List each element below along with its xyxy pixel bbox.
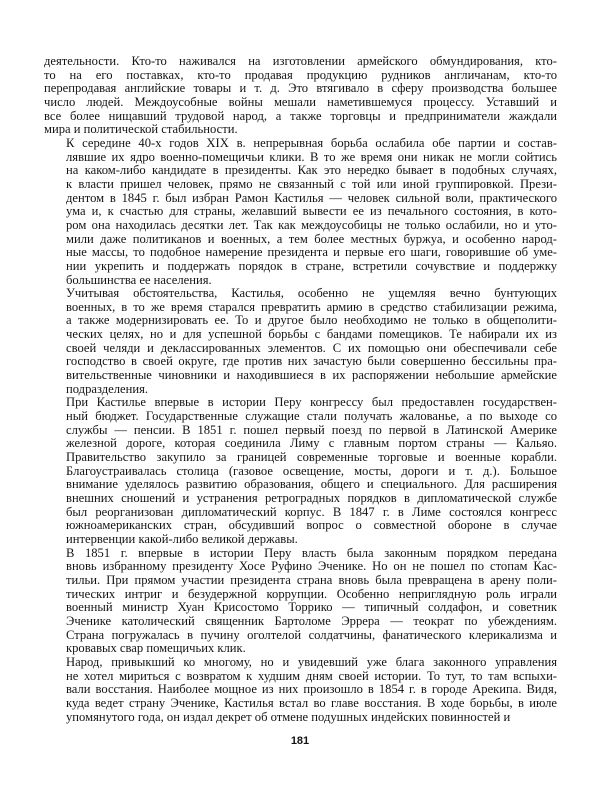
text-line: В 1851 г. впервые в истории Перу власть была законным порядком передана [66, 545, 557, 560]
text-line: был реорганизован дипломатический корпус. В 1847 г. в Лиме состоялся конгресс [66, 504, 557, 519]
text-line: на каком-либо кандидате в президенты. Как это нередко бывает в подобных случаях, [66, 163, 557, 178]
text-line: Правительство закупило за границей современные торговые и военные корабли. [66, 450, 557, 465]
paragraph-5 [44, 547, 557, 656]
text-line: ума и, к счастью для страны, желавший вывести ее из печального состояния, в кото- [66, 204, 557, 219]
text-line: южноамериканских стран, обсудивший вопрос о совместной обороне в случае [66, 518, 557, 533]
text-line: кровавых свар помещичьих клик. [66, 641, 246, 656]
text-line: К середине 40-х годов XIX в. непрерывная борьба ослабила обе партии и состав- [66, 135, 557, 150]
text-line: все более нищавший трудовой народ, а также торговцы и предприниматели жаждали [44, 108, 557, 123]
paragraph-6 [44, 656, 557, 724]
text-line: Страна погружалась в пучину оголтелой солдатчины, фанатического клерикализма и [66, 627, 557, 642]
text-line: внешних сношений и устранения ретроградных порядков в дипломатической службе [66, 491, 557, 505]
text-line: лявшие их ядро военно-помещичьи клики. В то же время они никак не могли сойтись [66, 149, 557, 164]
text-line: к власти пришел человек, прямо не связанный с той или иной группировкой. Прези- [66, 176, 557, 191]
document-page [44, 55, 557, 724]
text-line: число людей. Междоусобные войны мешали наметившемуся процессу. Уставший и [44, 94, 557, 109]
text-line: Благоустраивалась столица (газовое освещение, мосты, дороги и т. д.). Большое [66, 463, 557, 478]
paragraph-4 [44, 396, 557, 546]
text-line: военный министр Хуан Крисостомо Торрико — типичный солдафон, и советник [66, 600, 557, 615]
paragraph-1 [44, 55, 557, 137]
text-line: упомянутого года, он издал декрет об отмене подушных индейских повинностей и [66, 709, 511, 724]
text-line: вительственные чиновники и находившиеся в их распоряжении небольшие армейские [66, 368, 557, 383]
text-line: ный бюджет. Государственные служащие стали получать жалованье, а по выходе со [66, 409, 557, 424]
text-line: тильи. При прямом участии президента страна вновь была превращена в арену поли- [66, 572, 557, 587]
text-line: господство в своей округе, где против них зачастую были совершенно бессильны пра- [66, 354, 557, 369]
page-number: 181 [290, 735, 310, 747]
text-line: Эченике католический священник Бартоломе Эррера — теократ по убеждениям. [66, 613, 557, 628]
text-line: куда ведет страну Эченике, Кастилья встал во главе восстания. В ходе борьбы, в июле [66, 695, 557, 710]
text-line: Учитывая обстоятельства, Кастилья, особенно не ущемляя вечно бунтующих [66, 286, 557, 301]
text-line: ром она находилась десятки лет. Так как междоусобицы не только ослабили, но и уто- [66, 217, 557, 232]
text-line: службы — пенсии. В 1851 г. пошел первый поезд по первой в Латинской Америке [66, 422, 557, 437]
text-line: мили даже политиканов и военных, а тем более местных буржуа, и особенно народ- [66, 231, 557, 246]
text-line: деятельности. Кто-то наживался на изготовлении армейского обмундирования, кто- [44, 54, 557, 68]
text-line: большинства ее населения. [66, 272, 212, 287]
text-line: дентом в 1845 г. был избран Рамон Кастилья — человек сильной воли, практического [66, 190, 557, 205]
text-line: внимание уделялось развитию образования, общего и специального. Для расширения [66, 477, 557, 492]
paragraph-2 [44, 137, 557, 287]
text-line: Народ, привыкший ко многому, но и увидевший уже блага законного управления [66, 654, 557, 669]
text-line: тических интриг и безудержной коррупции. Особенно неприглядную роль играли [66, 586, 557, 601]
text-line: интервенции какой-либо великой державы. [66, 531, 298, 546]
text-line: ные массы, то подобное намерение президента и первые его шаги, говорившие об уме- [66, 245, 557, 260]
text-line: железной дороге, которая соединила Лиму с главным портом страны — Кальяо. [66, 436, 557, 451]
text-line: своей челяди и деклассированных элементов. С их помощью они обеспечивали себе [66, 340, 557, 355]
text-line: перепродавая английские товары и т. д. Это втягивало в сферу производства большее [44, 81, 557, 96]
text-line: не хотел мириться с возвратом к худшим дням своей истории. То тут, то там вспыхи- [66, 668, 557, 683]
text-line: нии укрепить и поддержать порядок в стране, встретили сочувствие и поддержку [66, 258, 557, 273]
paragraph-3 [44, 287, 557, 396]
text-line: вновь избранному президенту Хосе Руфино Эченике. Но он не пошел по стопам Кас- [66, 559, 557, 574]
text-line: подразделения. [66, 381, 149, 396]
text-line: то на его поставках, кто-то продавая продукцию рудников англичанам, кто-то [44, 67, 557, 82]
text-line: При Кастилье впервые в истории Перу конгрессу был предоставлен государствен- [66, 395, 557, 410]
text-line: ческих целях, но и для успешной борьбы с бандами помещиков. Те набирали их из [66, 327, 557, 342]
text-line: мира и политической стабильности. [44, 122, 238, 137]
text-line: вали восстания. Наиболее мощное из них произошло в 1854 г. в городе Арекипа. Видя, [66, 682, 557, 697]
text-line: военных, в то же время старался превратить армию в средство стабилизации режима, [66, 299, 557, 314]
text-line: а также модернизировать ее. То и другое было необходимо не только в общеполити- [66, 313, 557, 328]
